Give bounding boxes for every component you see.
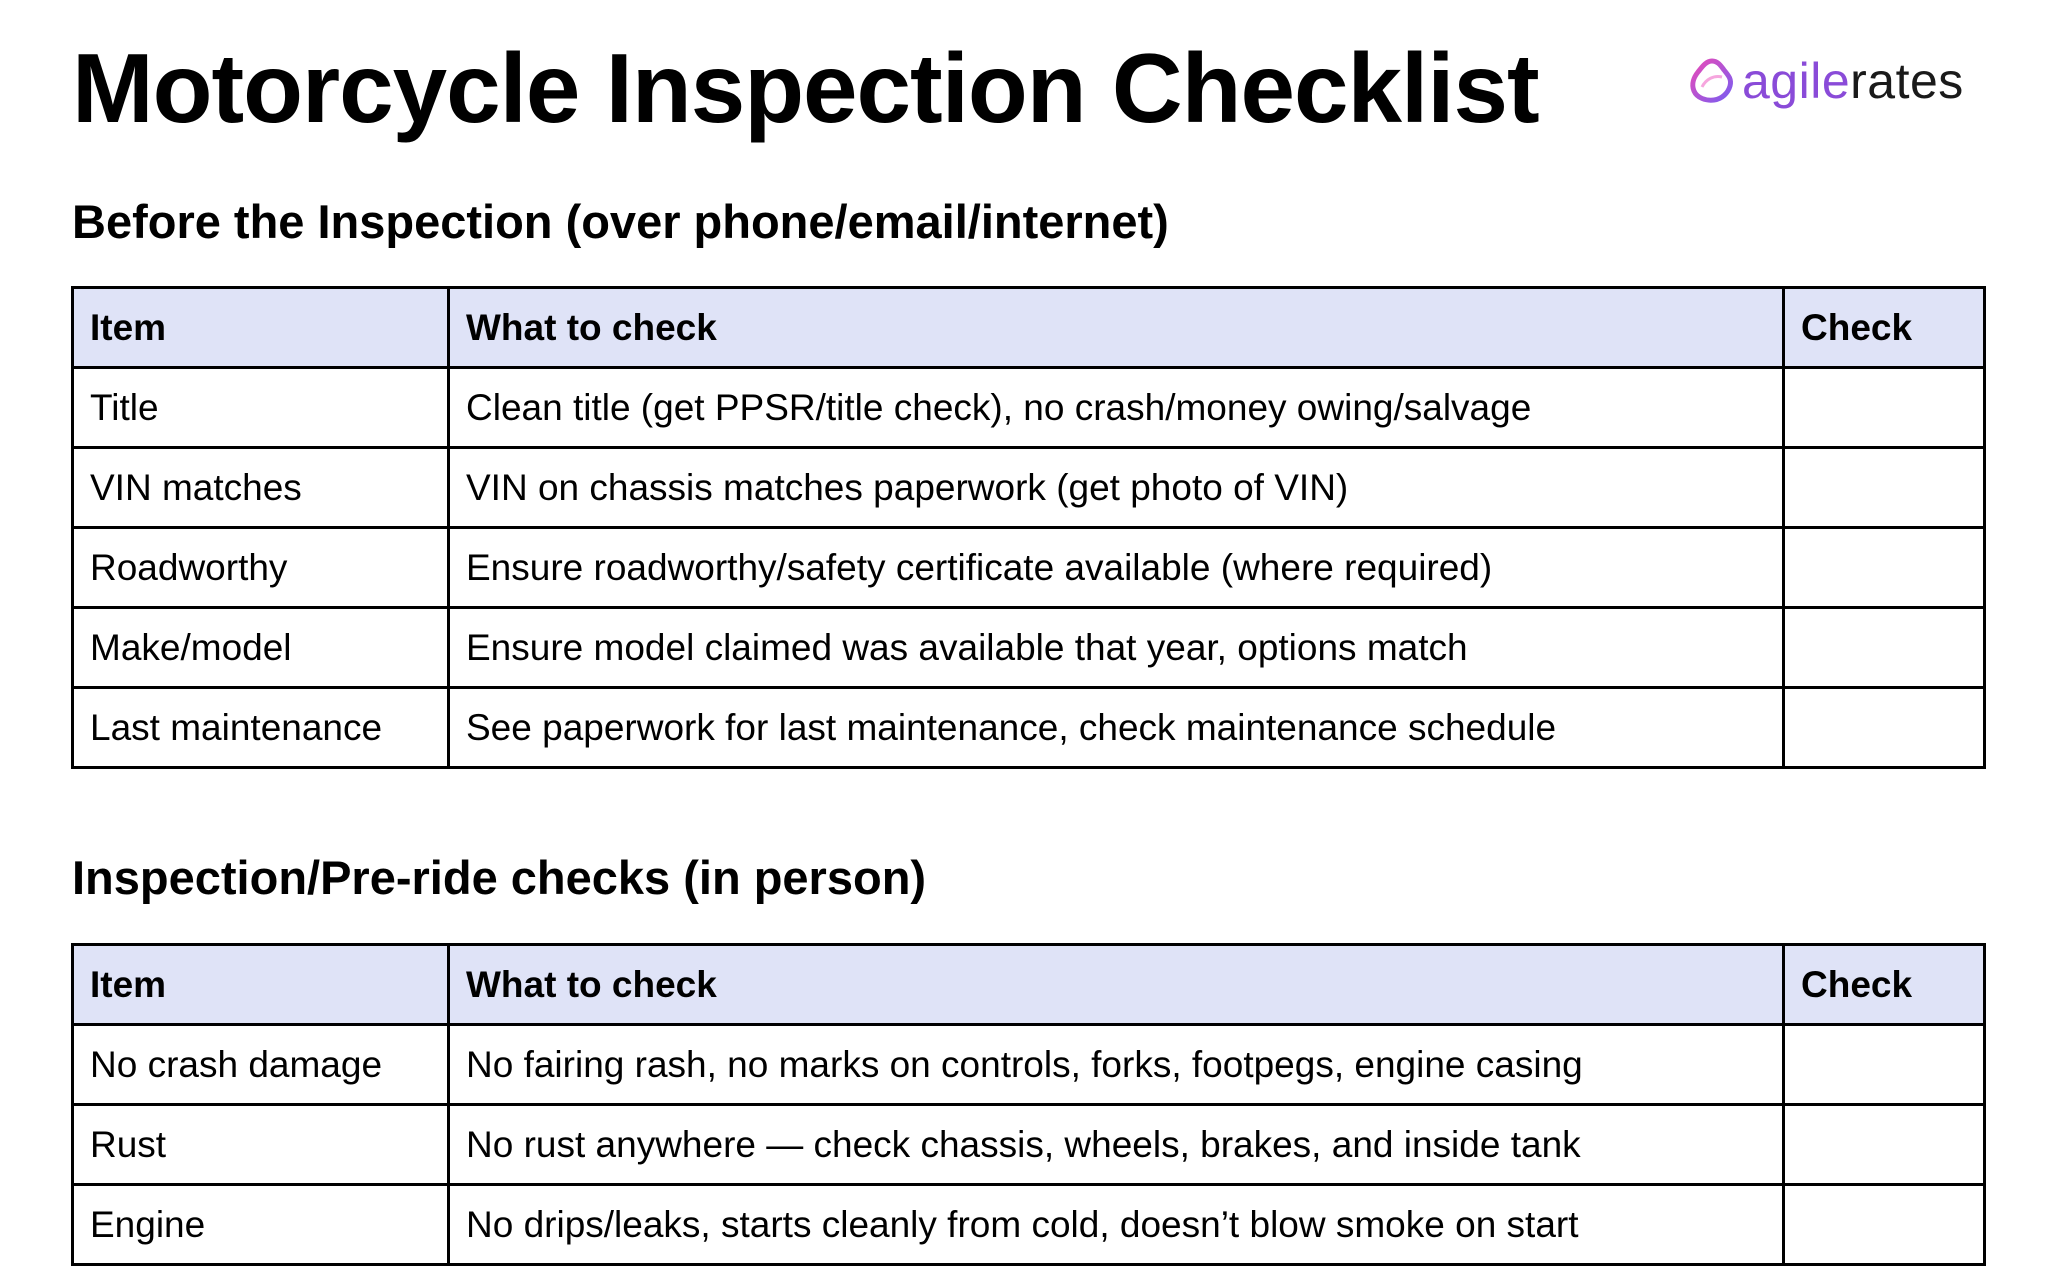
check-cell[interactable] [1784, 688, 1985, 768]
what-to-check-cell: No rust anywhere — check chassis, wheels, brakes, and inside tank [449, 1105, 1784, 1185]
table-row [73, 1025, 1985, 1105]
before-inspection-table [71, 286, 1986, 769]
item-cell: Engine [73, 1185, 449, 1265]
check-cell[interactable] [1784, 1105, 1985, 1185]
item-cell: Rust [73, 1105, 449, 1185]
column-header-item: Item [73, 945, 449, 1025]
item-cell: VIN matches [73, 448, 449, 528]
what-to-check-cell: Ensure model claimed was available that year, options match [449, 608, 1784, 688]
column-header-check: Check [1784, 288, 1985, 368]
item-cell: No crash damage [73, 1025, 449, 1105]
item-cell: Roadworthy [73, 528, 449, 608]
table-header-row [73, 288, 1985, 368]
table-row [73, 1105, 1985, 1185]
check-cell[interactable] [1784, 368, 1985, 448]
section-heading-in-person-checks: Inspection/Pre-ride checks (in person) [72, 851, 927, 904]
table-row [73, 688, 1985, 768]
what-to-check-cell: See paperwork for last maintenance, check maintenance schedule [449, 688, 1784, 768]
what-to-check-cell: Clean title (get PPSR/title check), no crash/money owing/salvage [449, 368, 1784, 448]
what-to-check-cell: No fairing rash, no marks on controls, forks, footpegs, engine casing [449, 1025, 1784, 1105]
page-title: Motorcycle Inspection Checklist [72, 33, 1539, 143]
agilerates-logo-icon [1688, 57, 1736, 105]
table-row [73, 368, 1985, 448]
what-to-check-cell: VIN on chassis matches paperwork (get photo of VIN) [449, 448, 1784, 528]
brand-name-part-2: rates [1850, 53, 1964, 109]
brand-logo[interactable] [1688, 54, 1964, 108]
column-header-what-to-check: What to check [449, 945, 1784, 1025]
brand-name [1742, 54, 1964, 108]
column-header-check: Check [1784, 945, 1985, 1025]
table-row [73, 448, 1985, 528]
check-cell[interactable] [1784, 448, 1985, 528]
check-cell[interactable] [1784, 1185, 1985, 1265]
check-cell[interactable] [1784, 1025, 1985, 1105]
item-cell: Last maintenance [73, 688, 449, 768]
table-header-row [73, 945, 1985, 1025]
table-row [73, 608, 1985, 688]
brand-name-part-1: agile [1742, 53, 1851, 109]
what-to-check-cell: No drips/leaks, starts cleanly from cold, doesn’t blow smoke on start [449, 1185, 1784, 1265]
item-cell: Title [73, 368, 449, 448]
check-cell[interactable] [1784, 528, 1985, 608]
table-row [73, 528, 1985, 608]
in-person-checks-table [71, 943, 1986, 1266]
section-heading-before-inspection: Before the Inspection (over phone/email/internet) [72, 195, 1169, 248]
what-to-check-cell: Ensure roadworthy/safety certificate available (where required) [449, 528, 1784, 608]
column-header-item: Item [73, 288, 449, 368]
item-cell: Make/model [73, 608, 449, 688]
column-header-what-to-check: What to check [449, 288, 1784, 368]
check-cell[interactable] [1784, 608, 1985, 688]
table-row [73, 1185, 1985, 1265]
